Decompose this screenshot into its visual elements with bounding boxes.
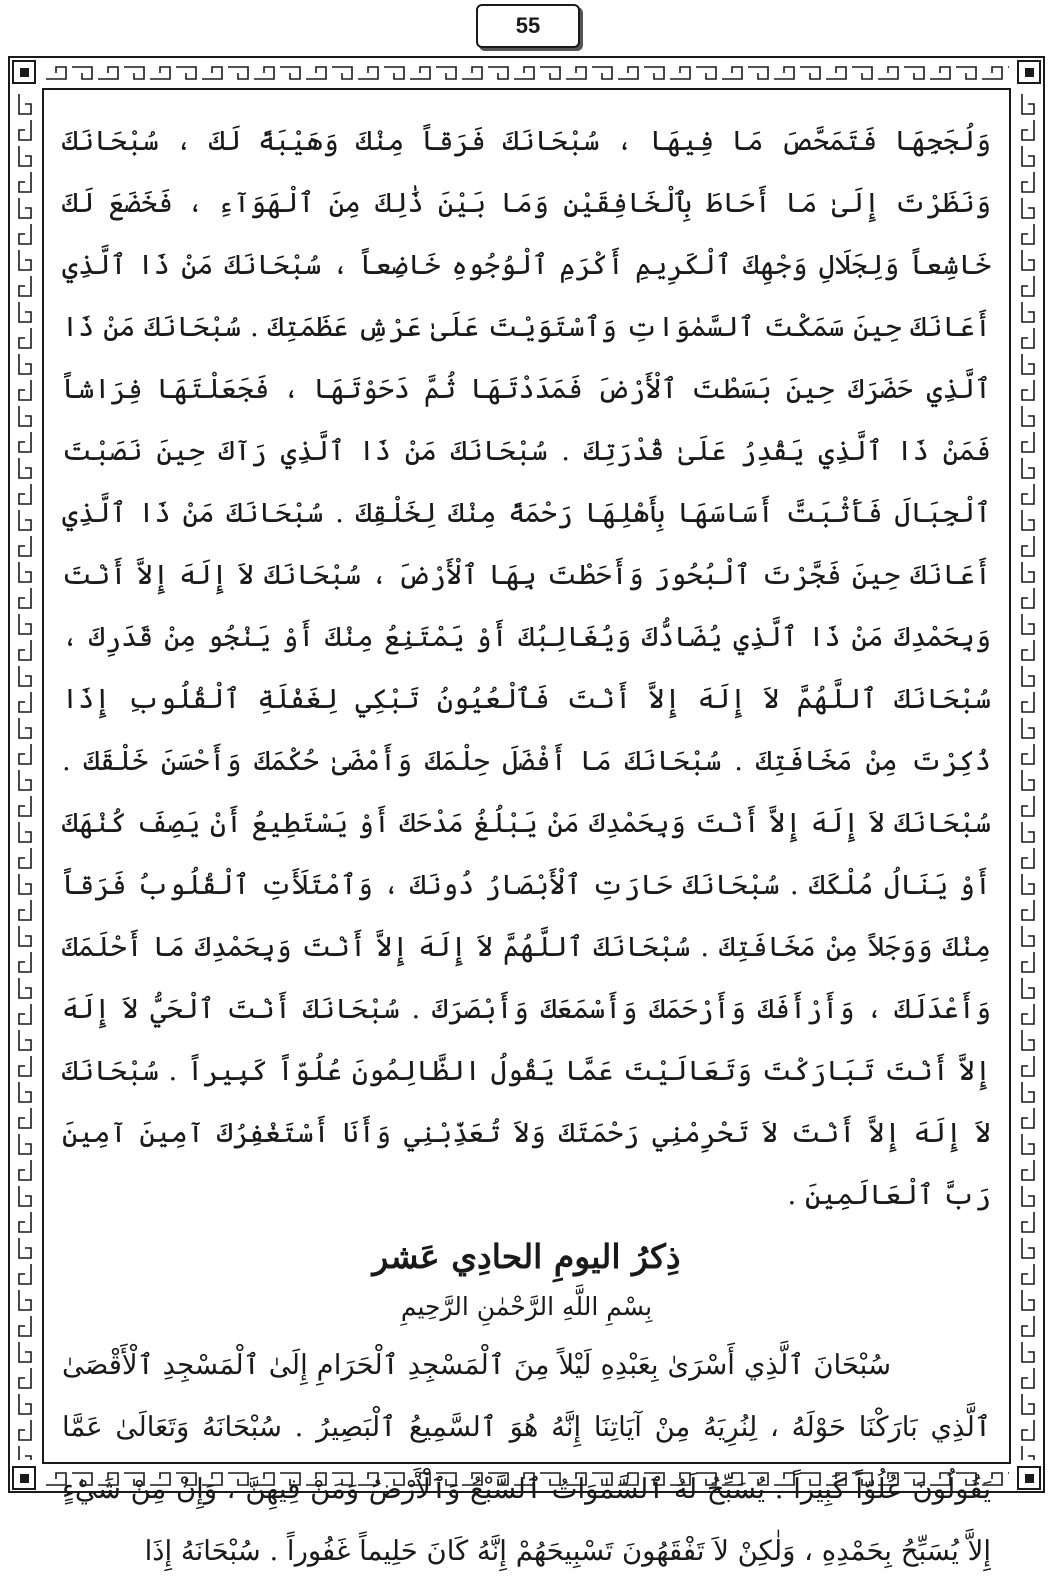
corner-ornament-bottom-right (1017, 1466, 1041, 1490)
left-fret-border (12, 92, 38, 1460)
corner-ornament-top-right (1017, 60, 1041, 84)
corner-ornament-bottom-left (12, 1466, 36, 1490)
corner-ornament-top-left (12, 60, 36, 84)
prayer-paragraph-2: سُبْحَانَ ٱلَّذِي أَسْرَىٰ بِعَبْدِهِ لَيْلاً مِنَ ٱلْمَسْجِدِ ٱلْحَرَامِ إِلَىٰ ٱلْمَسْجِدِ ٱلْأَقْصَىٰ ٱلَّذِي بَارَكْنَا حَوْلَهُ ، لِنُرِيَهُ مِنْ آيَاتِنَا إِنَّهُ هُوَ ٱلسَّمِيعُ ٱلْبَصِيرُ . سُبْحَانَهُ وَتَعَالَىٰ عَمَّا يَقُولُونَ عُلُوّاً كَبِيراً . يُسَبِّحُ لَهُ ٱلسَّمٰوَاتُ ٱلسَّبْعُ وَٱلْأَرْضُ وَمَنْ فِيهِنَّ ، وَإِنْ مِنْ شَيْءٍ إِلاَّ يُسَبِّحُ بِحَمْدِهِ ، وَلٰكِنْ لاَ تَفْقَهُونَ تَسْبِيحَهُمْ إِنَّهُ كَانَ حَلِيماً غَفُوراً . سُبْحَانَهُ إِذَا (62, 1349, 991, 1567)
basmala: بِسْمِ اللَّهِ الرَّحْمٰنِ الرَّحِيمِ (400, 1292, 653, 1321)
right-fret-border (1015, 92, 1041, 1460)
page-number: 55 (476, 4, 580, 48)
top-fret-border (44, 60, 1009, 86)
prayer-paragraph-1: وَلُجَجِهَا فَتَمَحَّصَ مَا فِيهَا ، سُبْحَانَكَ فَرَقاً مِنْكَ وَهَيْبَةً لَكَ ، سُبْحَانَكَ وَنَظَرْتَ إِلَىٰ مَا أَحَاطَ بِٱلْخَافِقَيْنِ وَمَا بَيْنَ ذَٰلِكَ مِنَ ٱلْهَوَآءِ ، فَخَضَعَ لَكَ خَاشِعاً وَلِجَلَالِ وَجْهِكَ ٱلْكَرِيمِ أَكْرَمِ ٱلْوُجُوهِ خَاضِعاً ، سُبْحَانَكَ مَنْ ذَا ٱلَّذِي أَعَانَكَ حِينَ سَمَكْتَ ٱلسَّمٰوَاتِ وَٱسْتَوَيْتَ عَلَىٰ عَرْشِ عَظَمَتِكَ . سُبْحَانَكَ مَنْ ذَا ٱلَّذِي حَضَرَكَ حِينَ بَسَطْتَ ٱلْأَرْضَ فَمَدَدْتَهَا ثُمَّ دَحَوْتَهَا ، فَجَعَلْتَهَا فِرَاشاً فَمَنْ ذَا ٱلَّذِي يَقْدِرُ عَلَىٰ قُدْرَتِكَ . سُبْحَانَكَ مَنْ ذَا ٱلَّذِي رَآكَ حِينَ نَصَبْتَ ٱلْجِبَالَ فَأَثْبَتَّ أَسَاسَهَا بِأَهْلِهَا رَحْمَةً مِنْكَ لِخَلْقِكَ . سُبْحَانَكَ مَنْ ذَا ٱلَّذِي أَعَانَكَ حِينَ فَجَّرْتَ ٱلْبُحُورَ وَأَحَطْتَ بِهَا ٱلْأَرْضَ ، سُبْحَانَكَ لاَ إِلَهَ إِلاَّ أَنْتَ وَبِحَمْدِكَ مَنْ ذَا ٱلَّذِي يُضَادُّكَ وَيُغَالِبُكَ أَوْ يَمْتَنِعُ مِنْكَ أَوْ يَنْجُو مِنْ قَدَرِكَ ، سُبْحَانَكَ ٱللَّهُمَّ لاَ إِلَهَ إِلاَّ أَنْتَ فَٱلْعُيُونُ تَبْكِي لِغَفْلَةِ ٱلْقُلُوبِ إِذَا ذُكِرْتَ مِنْ مَخَافَتِكَ . سُبْحَانَكَ مَا أَفْضَلَ حِلْمَكَ وَأَمْضَىٰ حُكْمَكَ وَأَحْسَنَ خَلْقَكَ . سُبْحَانَكَ لاَ إِلَهَ إِلاَّ أَنْتَ وَبِحَمْدِكَ مَنْ يَبْلُغُ مَدْحَكَ أَوْ يَسْتَطِيعُ أَنْ يَصِفَ كُنْهَكَ أَوْ يَنَالُ مُلْكَكَ . سُبْحَانَكَ حَارَتِ ٱلْأَبْصَارُ دُونَكَ ، وَٱمْتَلَأَتِ ٱلْقُلُوبُ فَرَقاً مِنْكَ وَوَجَلاً مِنْ مَخَافَتِكَ . سُبْحَانَكَ ٱللَّهُمَّ لاَ إِلَهَ إِلاَّ أَنْتَ وَبِحَمْدِكَ مَا أَحْلَمَكَ وَأَعْدَلَكَ ، وَأَرْأَفَكَ وَأَرْحَمَكَ وَأَسْمَعَكَ وَأَبْصَرَكَ . سُبْحَانَكَ أَنْتَ ٱلْحَيُّ لاَ إِلَهَ إِلاَّ أَنْتَ تَبَارَكْتَ وَتَعَالَيْتَ عَمَّا يَقُولُ الظَّالِمُونَ عُلُوّاً كَبِيراً . سُبْحَانَكَ لاَ إِلَهَ إِلاَّ أَنْتَ لاَ تَحْرِمْنِي رَحْمَتَكَ وَلاَ تُعَذِّبْنِي وَأَنَا أَسْتَغْفِرُكَ آمِينَ آمِينَ رَبَّ ٱلْعَالَمِينَ . (62, 125, 991, 1211)
page-content (62, 110, 991, 1582)
section-title: ذِكرُ اليومِ الحادِي عَشر (372, 1237, 681, 1276)
